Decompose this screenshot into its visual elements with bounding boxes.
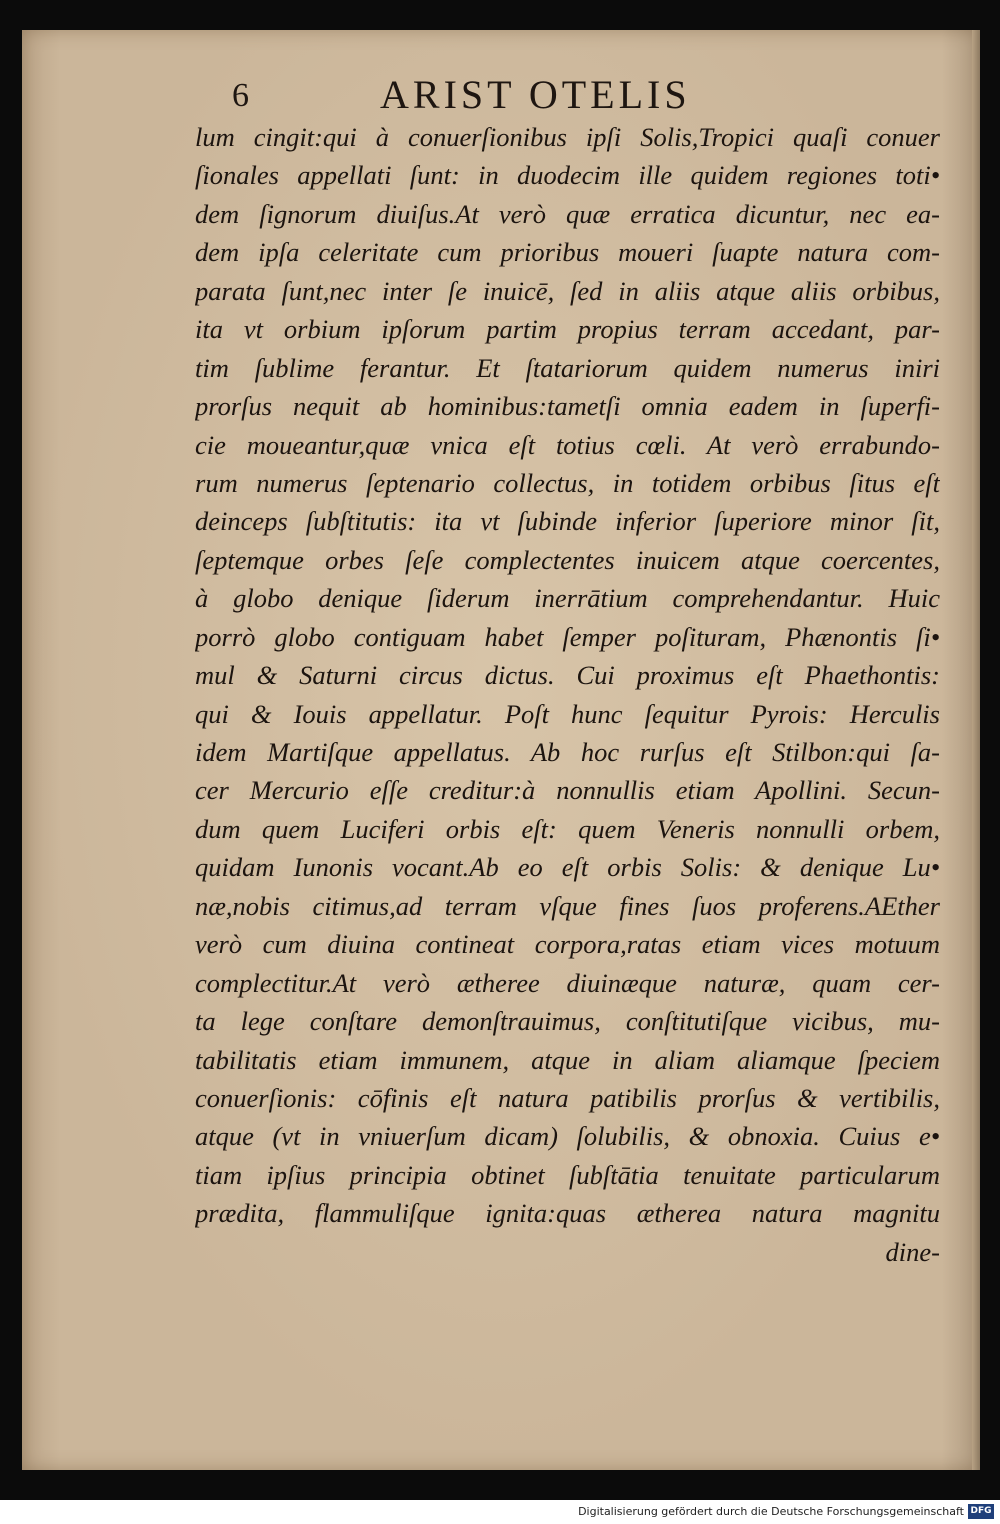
text-line: cie moueantur,quæ vnica eſt totius cœli. At verò errabundo- — [195, 429, 940, 460]
text-line: tabilitatis etiam immunem, atque in aliam aliamque ſpeciem — [195, 1044, 940, 1075]
text-line: à globo denique ſiderum inerrātium comprehendantur. Huic — [195, 583, 940, 614]
text-line: deinceps ſubſtitutis: ita vt ſubinde inferior ſuperiore minor ſit, — [195, 506, 940, 537]
text-line: ſeptemque orbes ſeſe complectentes inuicem atque coercentes, — [195, 544, 940, 575]
text-line: ſionales appellati ſunt: in duodecim ille quidem regiones toti• — [195, 160, 940, 191]
text-line: qui & Iouis appellatur. Poſt hunc ſequitur Pyrois: Herculis — [195, 698, 940, 729]
running-head-title: ARIST OTELIS — [380, 72, 691, 117]
text-line: dem ſignorum diuiſus.At verò quæ erratica dicuntur, nec ea- — [195, 198, 940, 229]
page-number: 6 — [232, 77, 249, 114]
page-edge — [972, 30, 980, 1470]
text-line: atque (vt in vniuerſum dicam) ſolubilis, & obnoxia. Cuius e• — [195, 1121, 940, 1152]
text-line: ita vt orbium ipſorum partim propius terram accedant, par- — [195, 314, 940, 345]
catchword: dine- — [885, 1236, 940, 1267]
text-line: idem Martiſque appellatus. Ab hoc rurſus eſt Stilbon:qui ſa- — [195, 737, 940, 767]
text-line: quidam Iunonis vocant.Ab eo eſt orbis Solis: & denique Lu• — [195, 852, 940, 883]
text-line: conuerſionis: cōfinis eſt natura patibilis prorſus & vertibilis, — [195, 1082, 940, 1113]
text-line: rum numerus ſeptenario collectus, in totidem orbibus ſitus eſt — [195, 467, 940, 498]
text-line: prædita, flammuliſque ignita:quas ætherea natura magnitu — [195, 1198, 940, 1229]
text-line: complectitur.At verò ætheree diuinæque naturæ, quam cer- — [195, 967, 940, 998]
footer-bar — [0, 1500, 1000, 1524]
text-line: porrò globo contiguam habet ſemper poſituram, Phænontis ſi• — [195, 621, 940, 652]
text-line: prorſus nequit ab hominibus:tametſi omnia eadem in ſuperfi- — [195, 391, 940, 422]
text-line: tim ſublime ferantur. Et ſtatariorum quidem numerus iniri — [195, 352, 940, 383]
text-line: ta lege conſtare demonſtrauimus, conſtitutiſque vicibus, mu- — [195, 1006, 940, 1037]
text-line: næ,nobis citimus,ad terram vſque fines ſuos proferens.AEther — [195, 890, 940, 921]
dfg-logo-icon: DFG — [968, 1504, 994, 1519]
text-line: lum cingit:qui à conuerſionibus ipſi Solis,Tropici quaſi conuer — [195, 122, 940, 152]
funding-credit: Digitalisierung gefördert durch die Deutsche Forschungsgemeinschaft — [578, 1505, 964, 1518]
text-line: verò cum diuina contineat corpora,ratas etiam vices motuum — [195, 929, 940, 960]
text-line: parata ſunt,nec inter ſe inuicē, ſed in aliis atque aliis orbibus, — [195, 275, 940, 306]
text-line: cer Mercurio eſſe creditur:à nonnullis etiam Apollini. Secun- — [195, 775, 940, 806]
text-line: mul & Saturni circus dictus. Cui proximus eſt Phaethontis: — [195, 660, 940, 691]
text-line: tiam ipſius principia obtinet ſubſtātia tenuitate particularum — [195, 1159, 940, 1190]
text-line: dem ipſa celeritate cum prioribus moueri ſuapte natura com- — [195, 237, 940, 268]
text-line: dum quem Luciferi orbis eſt: quem Veneris nonnulli orbem, — [195, 813, 940, 844]
body-text — [195, 118, 940, 1271]
